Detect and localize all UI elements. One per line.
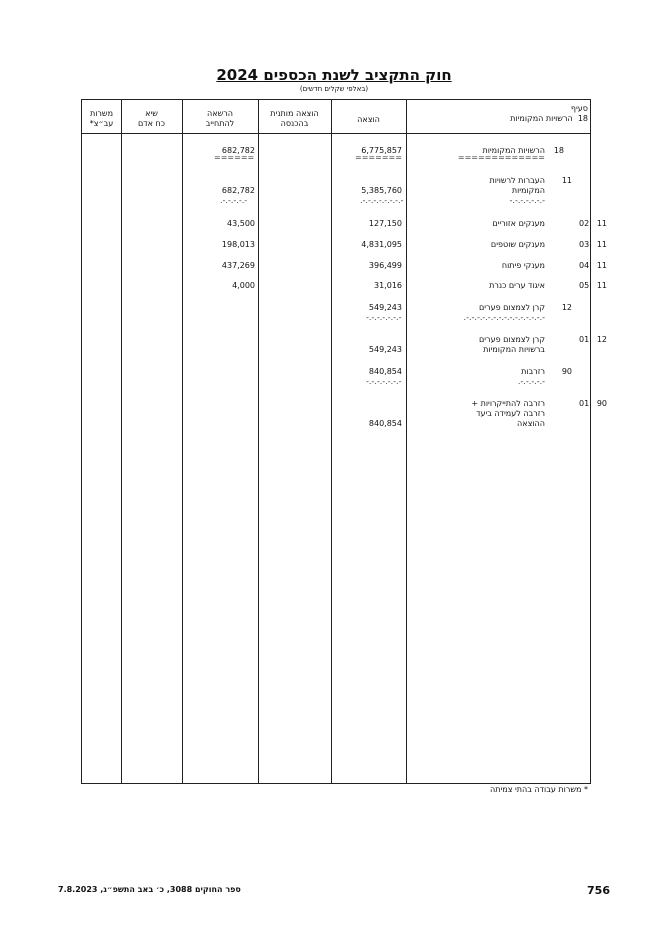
- publication-info: ספר החוקים 3088, כ׳ באב התשפ״ג, 7.8.2023: [58, 885, 241, 894]
- row-expense: 127,150: [368, 219, 402, 228]
- row-expense: 840,854: [368, 367, 402, 376]
- row-code: 18: [553, 146, 564, 155]
- dash-underline: -.-.-.-.-.-.-: [509, 196, 545, 205]
- column-divider: [121, 100, 122, 783]
- row-commit: 4,000: [232, 281, 255, 290]
- row-name: רזרבה להתייקרויות + רזרבה לעמידה ביעד ההוצאה: [471, 399, 545, 428]
- row-code: 11 04: [578, 261, 607, 270]
- section-header: סעיף 18 הרשויות המקומיות: [510, 104, 588, 123]
- row-expense: 549,243: [368, 303, 402, 312]
- commit-header: הרשאה להתחייב: [205, 109, 235, 128]
- row-commit: 682,782: [221, 146, 255, 155]
- column-divider: [331, 100, 332, 783]
- row-code: 11 02: [578, 219, 607, 228]
- page-number: 756: [587, 884, 610, 897]
- conditional-header: הוצאה מותנית בהכנסה: [270, 109, 319, 128]
- column-divider: [258, 100, 259, 783]
- row-expense: 549,243: [368, 345, 402, 354]
- row-expense: 5,385,760: [361, 186, 402, 195]
- page-subtitle: (באלפי שקלים חדשים): [299, 85, 369, 93]
- row-code: 90 01: [578, 399, 607, 408]
- expense-header: הוצאה: [357, 115, 380, 124]
- positions-header: משרות עב״צ*: [89, 109, 114, 128]
- row-name: מענקים אזוריים: [492, 219, 545, 228]
- row-name: רזרבות: [521, 367, 545, 376]
- row-code: 90: [561, 367, 572, 376]
- page-title: חוק התקציב לשנת הכספים 2024: [216, 66, 452, 84]
- column-divider: [406, 100, 407, 783]
- row-expense: 396,499: [368, 261, 402, 270]
- row-expense: 6,775,857: [361, 146, 402, 155]
- row-expense: 840,854: [368, 419, 402, 428]
- row-name: העברות לרשויות המקומיות: [489, 176, 545, 195]
- row-name: מענקי פיתוח: [501, 261, 545, 270]
- dash-underline: -.-.-.-.-.-.-: [366, 313, 402, 322]
- row-code: 12: [561, 303, 572, 312]
- row-commit: 437,269: [221, 261, 255, 270]
- dash-underline: -.-.-.-.-.-.-.-.: [360, 196, 404, 205]
- row-code: 11 05: [578, 281, 607, 290]
- row-code: 12 01: [578, 335, 607, 344]
- dash-underline: -.-.-.-.-.: [220, 196, 248, 205]
- row-commit: 198,013: [221, 240, 255, 249]
- manpower-header: שיא כח אדם: [137, 109, 166, 128]
- row-name: מענקים שוטפים: [490, 240, 545, 249]
- double-underline: =============: [457, 153, 545, 162]
- row-code: 11: [561, 176, 572, 185]
- footnote: * משרות עבודה בהתי צמיתה: [490, 785, 588, 794]
- header-divider: [82, 133, 590, 134]
- row-name: הרשויות המקומיות: [482, 146, 545, 155]
- dash-underline: -.-.-.-.-.: [517, 377, 545, 386]
- row-name: קרן לצמצום פערים ברשויות המקומיות: [478, 335, 545, 354]
- row-name: קרן לצמצום פערים: [478, 303, 545, 312]
- dash-underline: -.-.-.-.-.-.-.-.-.-.-.-.-.-.-.: [463, 313, 545, 322]
- double-underline: =======: [355, 153, 402, 162]
- row-expense: 31,016: [374, 281, 402, 290]
- row-code: 11 03: [578, 240, 607, 249]
- column-divider: [182, 100, 183, 783]
- row-name: איגוד ערים כנרת: [489, 281, 545, 290]
- double-underline: ======: [214, 153, 255, 162]
- row-expense: 4,831,095: [361, 240, 402, 249]
- dash-underline: -.-.-.-.-.-.-: [366, 377, 402, 386]
- row-commit: 43,500: [227, 219, 255, 228]
- row-commit: 682,782: [221, 186, 255, 195]
